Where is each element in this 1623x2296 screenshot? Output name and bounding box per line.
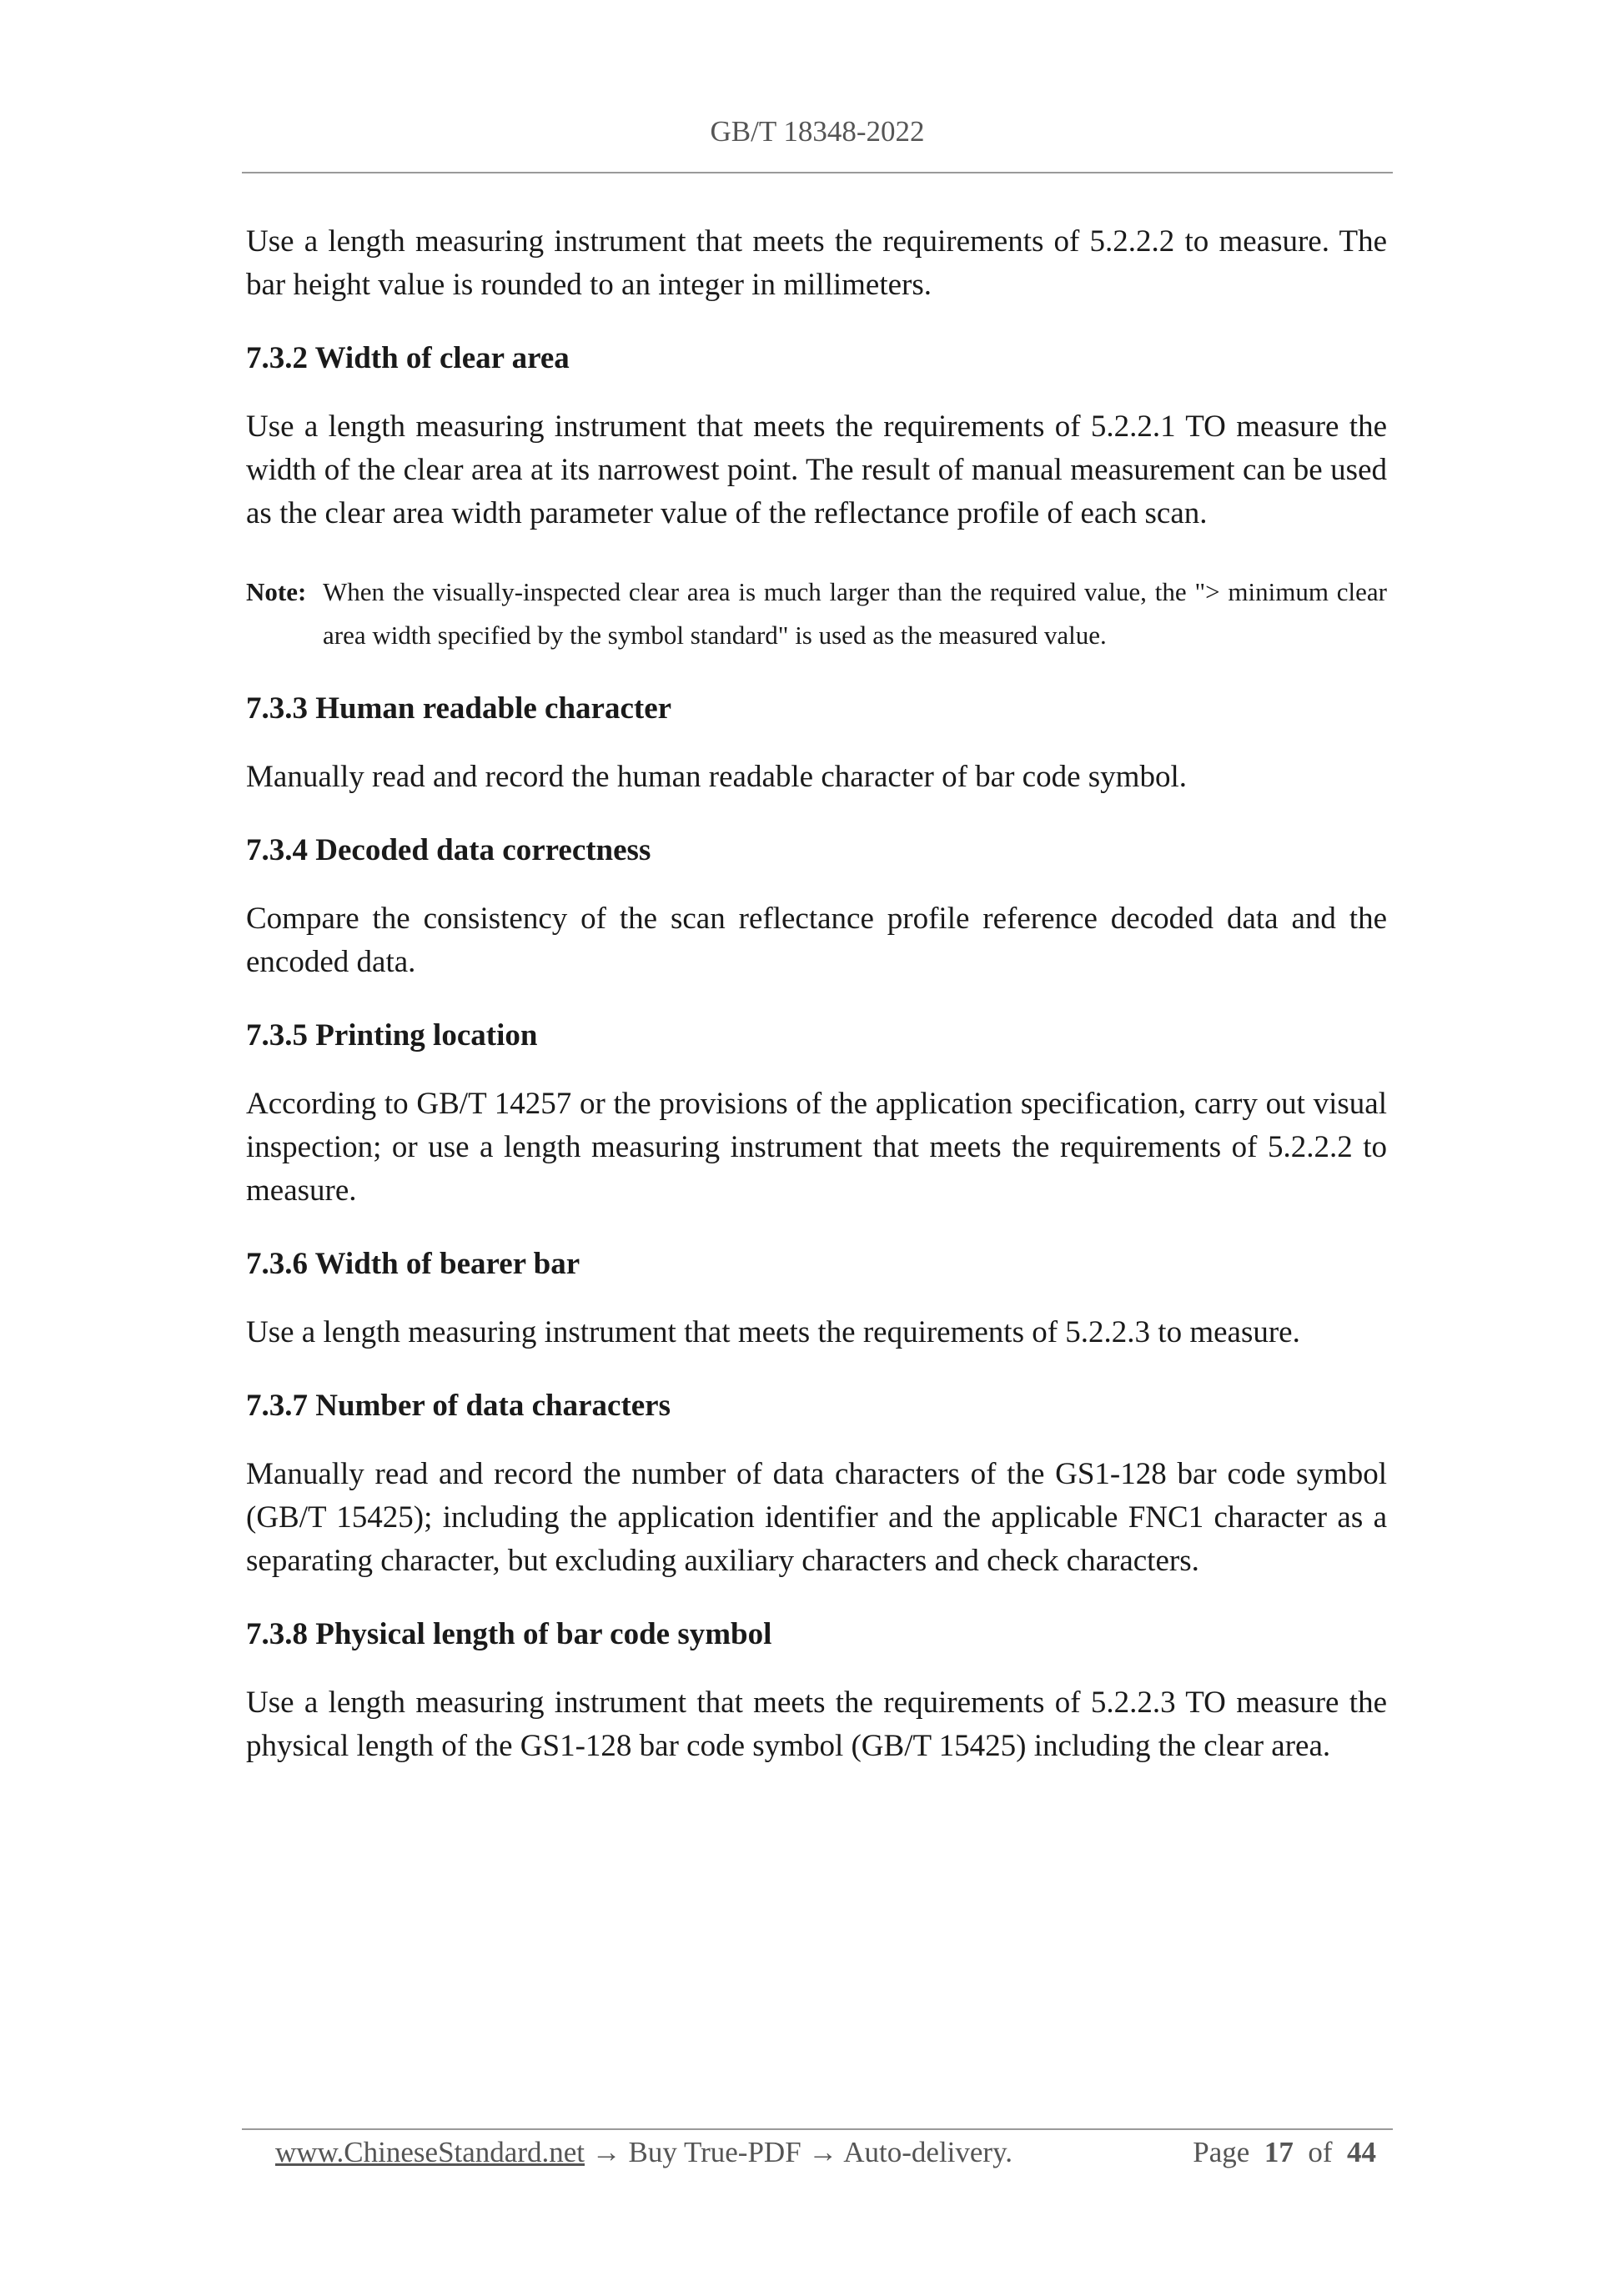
- section-7-3-7-heading: 7.3.7 Number of data characters: [246, 1389, 671, 1423]
- header-divider: [242, 172, 1393, 173]
- auto-delivery-text: Auto-delivery.: [843, 2136, 1013, 2168]
- section-7-3-3-text: Manually read and record the human readable character of bar code symbol.: [246, 760, 1187, 794]
- document-code: GB/T 18348-2022: [710, 115, 925, 148]
- section-7-3-8-heading: 7.3.8 Physical length of bar code symbol: [246, 1617, 772, 1651]
- page-label: Page: [1193, 2136, 1250, 2168]
- arrow-right-icon: →: [808, 2136, 838, 2168]
- section-7-3-4-heading: 7.3.4 Decoded data correctness: [246, 833, 651, 867]
- intro-paragraph: Use a length measuring instrument that meets the requirements of 5.2.2.2 to measure. The bar height value is rounded to an integer in millimeters.: [246, 224, 1387, 302]
- section-7-3-7-text: Manually read and record the number of data characters of the GS1-128 bar code symbol (GB/T 15425); including the application identifier and the applicable FNC1 character as a separating character, but excluding auxiliary characters and check characters.: [246, 1457, 1387, 1578]
- section-7-3-5-text: According to GB/T 14257 or the provisions of the application specification, carry out visual inspection; or use a length measuring instrument that meets the requirements of 5.2.2.2 to measure.: [246, 1087, 1387, 1208]
- section-7-3-3-heading: 7.3.3 Human readable character: [246, 691, 672, 726]
- page-header: [242, 115, 1393, 148]
- section-7-3-6-heading: 7.3.6 Width of bearer bar: [246, 1247, 580, 1281]
- note-text: When the visually-inspected clear area is much larger than the required value, the "> minimum clear area width specified by the symbol standard" is used as the measured value.: [323, 577, 1387, 650]
- note-label: Note:: [246, 577, 307, 606]
- section-7-3-4-text: Compare the consistency of the scan reflectance profile reference decoded data and the encoded data.: [246, 902, 1387, 979]
- section-7-3-2-heading: 7.3.2 Width of clear area: [246, 341, 570, 375]
- section-7-3-6-text: Use a length measuring instrument that meets the requirements of 5.2.2.3 to measure.: [246, 1315, 1300, 1349]
- website-link[interactable]: www.ChineseStandard.net: [275, 2136, 585, 2168]
- page-footer: [275, 2132, 1376, 2173]
- current-page-number: 17: [1264, 2136, 1294, 2168]
- section-7-3-8-text: Use a length measuring instrument that meets the requirements of 5.2.2.3 TO measure the physical length of the GS1-128 bar code symbol (GB/T 15425) including the clear area.: [246, 1686, 1387, 1763]
- arrow-right-icon: →: [591, 2136, 621, 2168]
- document-body: [246, 220, 1387, 1768]
- note: [246, 570, 1387, 657]
- buy-true-pdf-text: Buy True-PDF: [628, 2136, 801, 2168]
- section-7-3-5-heading: 7.3.5 Printing location: [246, 1018, 538, 1053]
- footer-divider: [242, 2128, 1393, 2130]
- section-7-3-2-text: Use a length measuring instrument that meets the requirements of 5.2.2.1 TO measure the width of the clear area at its narrowest point. The result of manual measurement can be used as the clear area width parameter value of the reflectance profile of each scan.: [246, 409, 1387, 530]
- of-label: of: [1308, 2136, 1333, 2168]
- total-pages: 44: [1347, 2136, 1376, 2168]
- footer-promo: [275, 2132, 1012, 2173]
- page-indicator: [1193, 2132, 1376, 2173]
